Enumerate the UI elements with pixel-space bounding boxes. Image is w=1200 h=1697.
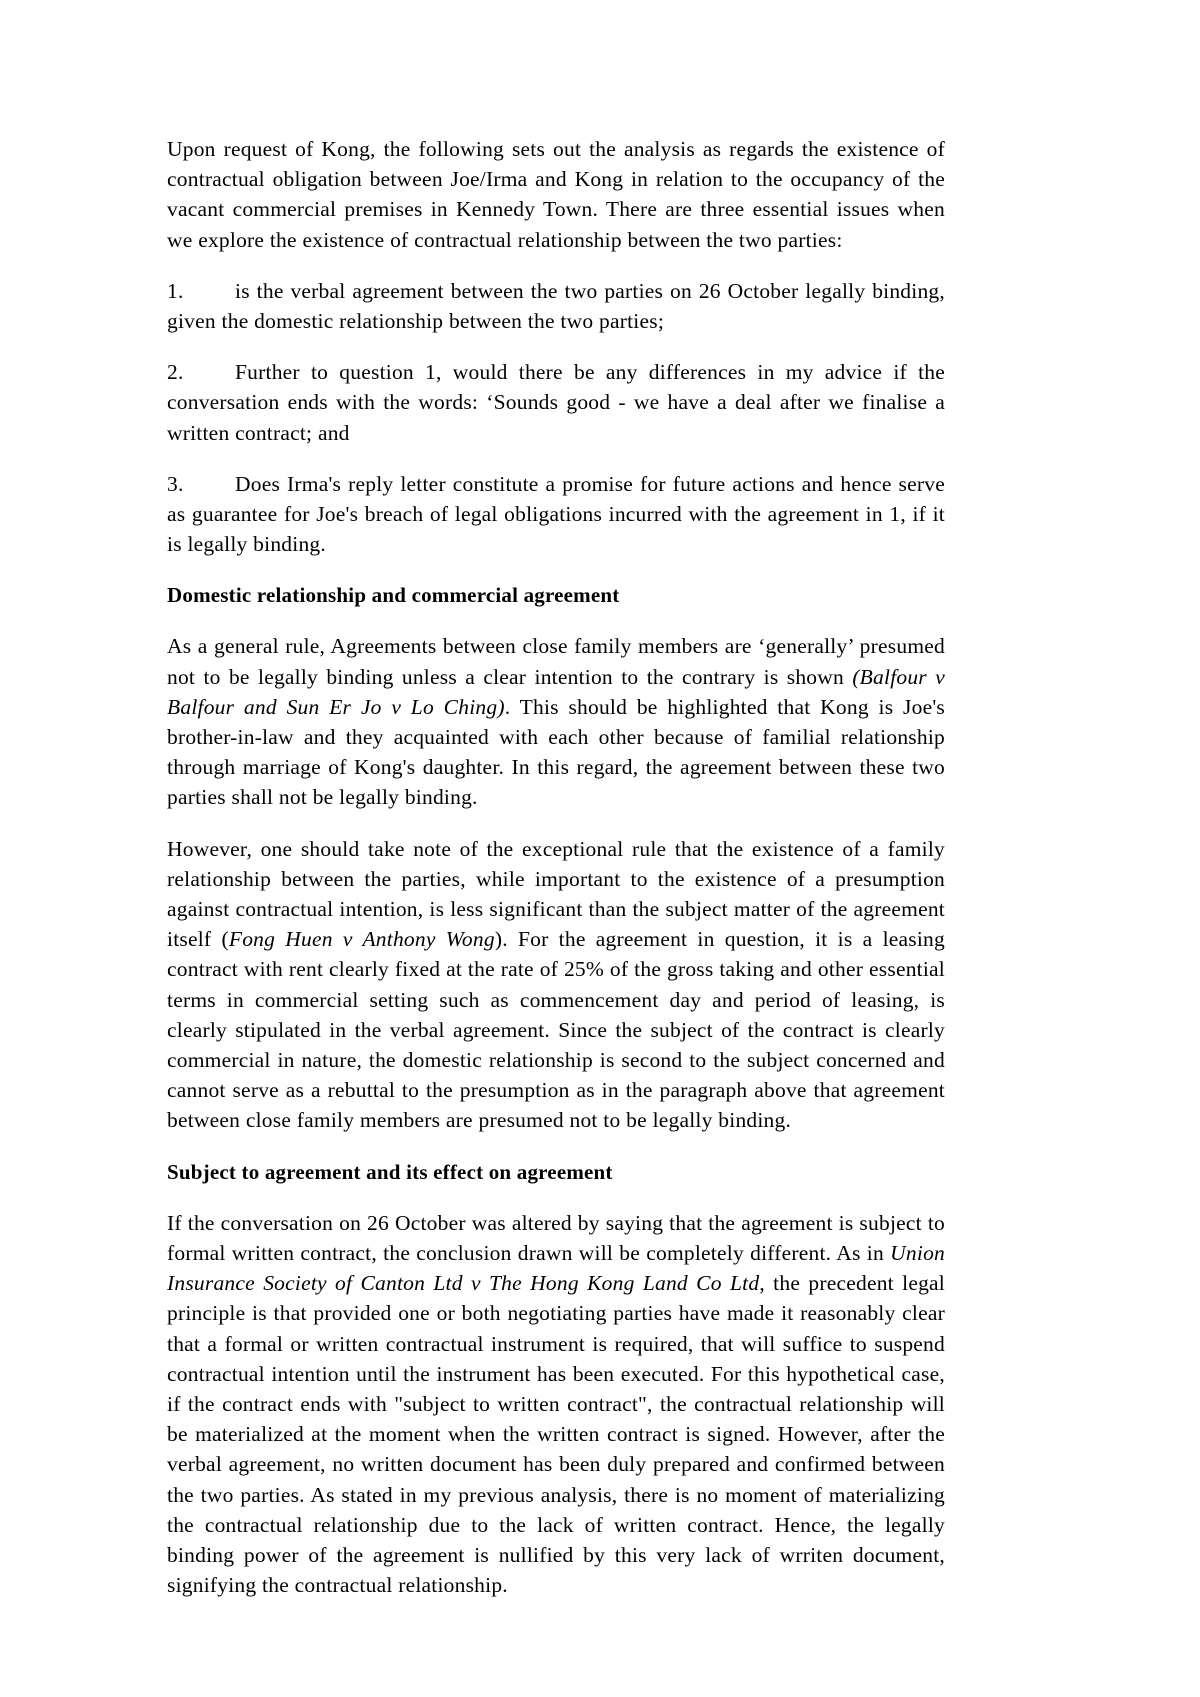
- paragraph-subject-to-agreement: [167, 1208, 945, 1601]
- numbered-item-1: [167, 276, 945, 336]
- text-run: , the precedent legal principle is that provided one or both negotiating parties have made it reasonably clear that a formal or written contractual instrument is required, that will suffice to suspend contractual intention until the instrument has been executed. For this hypothetical case, if the contract ends with "subject to written contract", the contractual relationship will be materialized at the moment when the written contract is signed. However, after the verbal agreement, no written document has been duly prepared and confirmed between the two parties. As stated in my previous analysis, there is no moment of materializing the contractual relationship due to the lack of written contract. Hence, the legally binding power of the agreement is nullified by this very lack of wrriten document, signifying the contractual relationship.: [167, 1271, 945, 1598]
- paragraph-intro: Upon request of Kong, the following sets out the analysis as regards the existence of contractual obligation between Joe/Irma and Kong in relation to the occupancy of the vacant commercial premises in Kennedy Town. There are three essential issues when we explore the existence of contractual relationship between the two parties:: [167, 137, 945, 252]
- section-heading-domestic-relationship: Domestic relationship and commercial agreement: [167, 583, 620, 608]
- numbered-item-3: [167, 469, 945, 560]
- numbered-item-3-text: Does Irma's reply letter constitute a promise for future actions and hence serve as guarantee for Joe's breach of legal obligations incurred with the agreement in 1, if it is legally binding.: [167, 471, 945, 557]
- numbered-item-2: [167, 357, 945, 448]
- document-body: [167, 134, 945, 1600]
- case-citation: (Balfour v Balfour and Sun Er Jo v Lo Ching): [167, 664, 945, 719]
- section-heading-subject-to-agreement: Subject to agreement and its effect on agreement: [167, 1159, 613, 1184]
- text-run: If the conversation on 26 October was altered by saying that the agreement is subject to formal written contract, the conclusion drawn will be completely different. As in: [167, 1210, 945, 1265]
- numbered-item-2-marker: 2.: [167, 360, 184, 385]
- text-run: However, one should take note of the exceptional rule that the existence of a family relationship between the parties, while important to the existence of a presumption against contractual intention, is less significant than the subject matter of the agreement itself (: [167, 836, 945, 952]
- case-citation: Fong Huen v Anthony Wong: [228, 927, 495, 952]
- text-run: As a general rule, Agreements between close family members are ‘generally’ presumed not to be legally binding unless a clear intention to the contrary is shown: [167, 634, 945, 689]
- numbered-item-1-marker: 1.: [167, 278, 184, 303]
- case-citation: Union Insurance Society of Canton Ltd v The Hong Kong Land Co Ltd: [167, 1240, 945, 1296]
- paragraph-general-rule: [167, 631, 945, 812]
- text-run: . This should be highlighted that Kong is Joe's brother-in-law and they acquainted with each other because of familial relationship through marriage of Kong's daughter. In this regard, the agreement between these two parties shall not be legally binding.: [167, 694, 945, 810]
- numbered-item-3-marker: 3.: [167, 471, 184, 496]
- paragraph-exceptional-rule: [167, 834, 945, 1136]
- numbered-item-1-text: is the verbal agreement between the two parties on 26 October legally binding, given the domestic relationship between the two parties;: [167, 278, 945, 334]
- numbered-item-2-text: Further to question 1, would there be any differences in my advice if the conversation ends with the words: ‘Sounds good - we have a deal after we finalise a written contract; and: [167, 360, 945, 445]
- text-run: ). For the agreement in question, it is a leasing contract with rent clearly fixed at the rate of 25% of the gross taking and other essential terms in commercial setting such as commencement day and period of leasing, is clearly stipulated in the verbal agreement. Since the subject of the contract is clearly commercial in nature, the domestic relationship is second to the subject concerned and cannot serve as a rebuttal to the presumption as in the paragraph above that agreement between close family members are presumed not to be legally binding.: [167, 927, 945, 1133]
